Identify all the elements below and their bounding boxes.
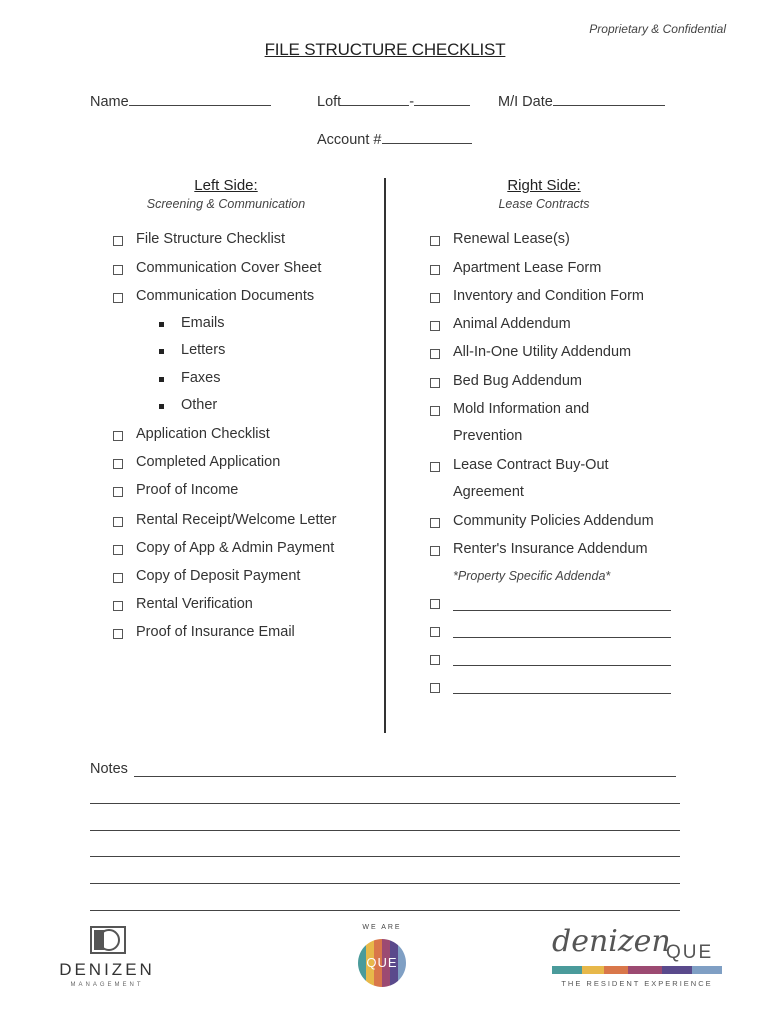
color-stripe-icon	[552, 966, 722, 974]
checkbox[interactable]	[430, 462, 440, 472]
list-item: Application Checklist	[136, 426, 270, 442]
notes-line[interactable]	[90, 803, 680, 804]
sub-list-item: Faxes	[181, 370, 221, 386]
document-title: FILE STRUCTURE CHECKLIST	[264, 40, 506, 59]
loft-blank-1[interactable]	[341, 93, 409, 106]
checkbox[interactable]	[113, 431, 123, 441]
list-item: Apartment Lease Form	[453, 260, 602, 276]
right-heading: Right Side:	[507, 177, 581, 194]
list-item: Proof of Insurance Email	[136, 624, 295, 640]
sub-list-item: Other	[181, 397, 218, 413]
mi-date-blank[interactable]	[553, 93, 665, 106]
name-field[interactable]	[90, 93, 271, 110]
notes-line[interactable]	[90, 856, 680, 857]
list-item: Animal Addendum	[453, 316, 571, 332]
mi-date-label: M/I Date	[498, 94, 553, 110]
denizen-script-wordmark: denizen	[552, 924, 671, 959]
column-divider	[384, 178, 386, 733]
denizen-wordmark: DENIZEN	[59, 960, 155, 979]
checkbox[interactable]	[430, 236, 440, 246]
notes-label: Notes	[90, 761, 128, 777]
name-label: Name	[90, 94, 129, 110]
que-circle-text: QUE	[366, 955, 398, 970]
list-item: Rental Verification	[136, 596, 253, 612]
list-item-continued: Agreement	[453, 484, 524, 500]
list-item: Proof of Income	[136, 482, 239, 498]
list-item: Communication Cover Sheet	[136, 260, 322, 276]
checkbox[interactable]	[430, 265, 440, 275]
right-column-header	[424, 177, 664, 211]
denizen-que-logo	[548, 924, 724, 994]
denizen-management-logo	[42, 924, 172, 994]
bullet-icon	[159, 349, 164, 354]
custom-addendum-line[interactable]	[453, 665, 671, 666]
list-item: File Structure Checklist	[136, 231, 286, 247]
checkbox[interactable]	[430, 683, 440, 693]
list-item: Completed Application	[136, 454, 281, 470]
list-item: Renter's Insurance Addendum	[453, 541, 648, 557]
custom-addendum-line[interactable]	[453, 637, 671, 638]
checkbox[interactable]	[430, 599, 440, 609]
que-wordmark: QUE	[666, 942, 714, 963]
we-are-que-logo	[350, 922, 414, 994]
we-are-text: WE ARE	[362, 924, 402, 931]
notes-line[interactable]	[134, 776, 676, 777]
account-field[interactable]	[317, 131, 472, 148]
list-item: Copy of App & Admin Payment	[136, 540, 335, 556]
custom-addendum-line[interactable]	[453, 693, 671, 694]
checkbox[interactable]	[113, 601, 123, 611]
list-item: Renewal Lease(s)	[453, 231, 570, 247]
notes-line[interactable]	[90, 830, 680, 831]
checkbox[interactable]	[430, 627, 440, 637]
list-item: Community Policies Addendum	[453, 513, 654, 529]
loft-label: Loft	[317, 94, 342, 110]
checkbox[interactable]	[430, 378, 440, 388]
management-wordmark: MANAGEMENT	[70, 982, 144, 988]
left-column-header	[106, 177, 346, 211]
checkbox[interactable]	[430, 518, 440, 528]
list-item: Copy of Deposit Payment	[136, 568, 301, 584]
list-item: All-In-One Utility Addendum	[453, 344, 632, 360]
checkbox[interactable]	[113, 459, 123, 469]
checkbox[interactable]	[113, 293, 123, 303]
bullet-icon	[159, 322, 164, 327]
list-item: Rental Receipt/Welcome Letter	[136, 512, 337, 528]
checkbox[interactable]	[430, 655, 440, 665]
bullet-icon	[159, 404, 164, 409]
sub-list-item: Letters	[181, 342, 226, 358]
checkbox[interactable]	[113, 629, 123, 639]
notes-line[interactable]	[90, 910, 680, 911]
name-blank[interactable]	[129, 93, 271, 106]
checkbox[interactable]	[113, 517, 123, 527]
list-item: Communication Documents	[136, 288, 315, 304]
loft-blank-2[interactable]	[414, 93, 470, 106]
tagline: THE RESIDENT EXPERIENCE	[561, 979, 713, 988]
checkbox[interactable]	[113, 573, 123, 583]
list-item-continued: Prevention	[453, 428, 523, 444]
left-heading: Left Side:	[194, 177, 258, 194]
checkbox[interactable]	[430, 406, 440, 416]
checkbox[interactable]	[430, 546, 440, 556]
loft-field[interactable]	[317, 93, 470, 110]
account-blank[interactable]	[382, 131, 472, 144]
checkbox[interactable]	[113, 487, 123, 497]
mi-date-field[interactable]	[498, 93, 665, 110]
denizen-mark-icon	[90, 926, 126, 956]
list-item: Inventory and Condition Form	[453, 288, 645, 304]
list-item: Mold Information and	[453, 401, 590, 417]
right-subheading: Lease Contracts	[498, 197, 590, 211]
left-subheading: Screening & Communication	[146, 197, 306, 211]
confidentiality-note: Proprietary & Confidential	[589, 22, 726, 36]
checkbox[interactable]	[430, 293, 440, 303]
sub-list-item: Emails	[181, 315, 225, 331]
custom-addendum-line[interactable]	[453, 610, 671, 611]
list-item: Lease Contract Buy-Out	[453, 457, 609, 473]
checkbox[interactable]	[113, 236, 123, 246]
loft-separator: -	[409, 94, 415, 110]
checkbox[interactable]	[113, 545, 123, 555]
list-item: Bed Bug Addendum	[453, 373, 582, 389]
checkbox[interactable]	[113, 265, 123, 275]
checkbox[interactable]	[430, 349, 440, 359]
property-specific-note: *Property Specific Addenda*	[453, 569, 611, 583]
bullet-icon	[159, 377, 164, 382]
account-label: Account #	[317, 132, 382, 148]
checkbox[interactable]	[430, 321, 440, 331]
notes-line[interactable]	[90, 883, 680, 884]
